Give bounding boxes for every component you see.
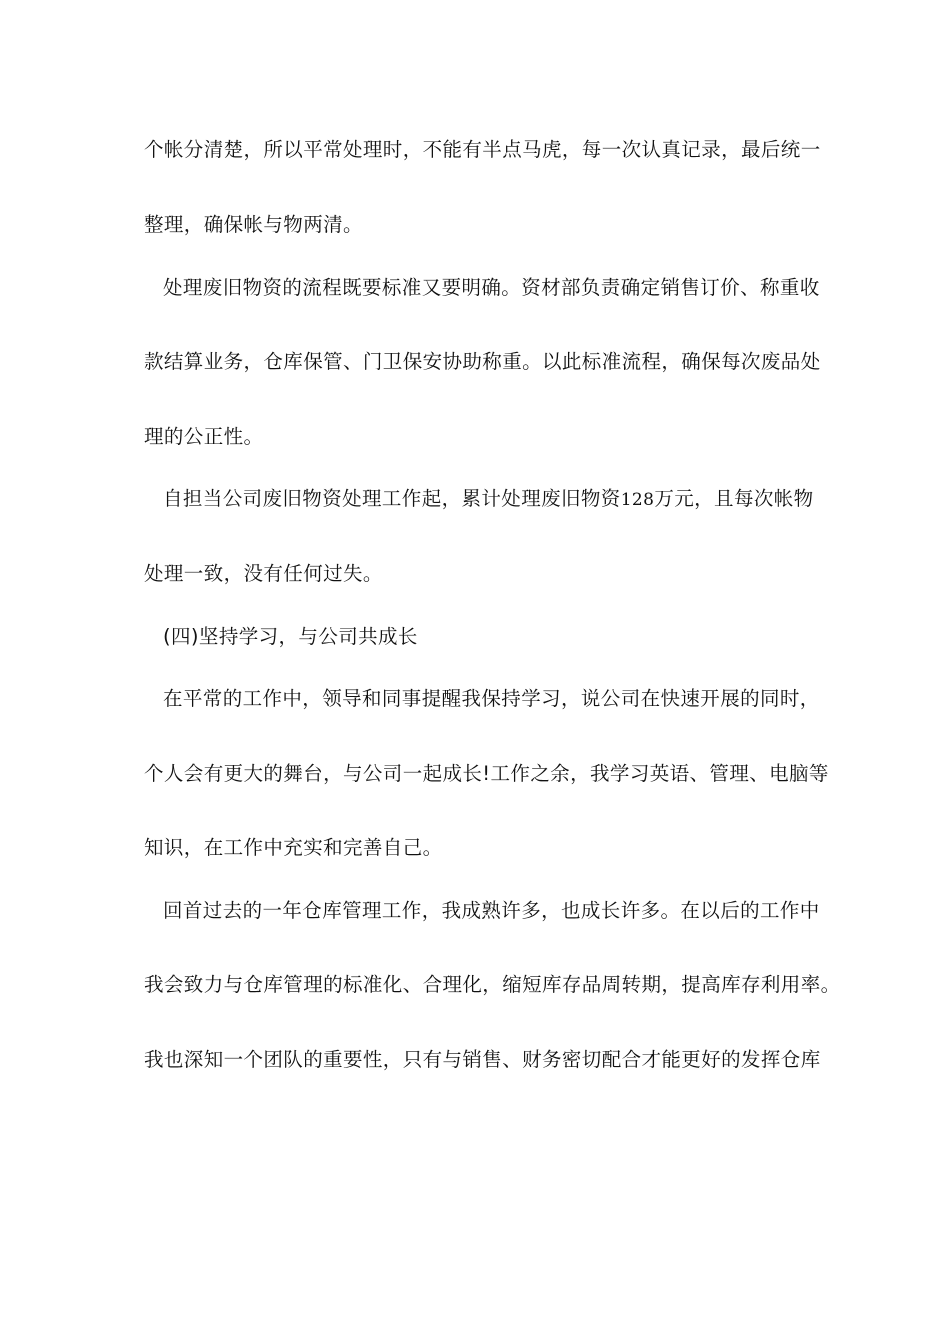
text-segment: 万元，且每次帐物	[654, 487, 814, 510]
paragraph-start-line: 在平常的工作中，领导和同事提醒我保持学习，说公司在快速开展的同时，	[163, 687, 820, 710]
paragraph-start-line	[163, 487, 814, 512]
text-line: 整理，确保帐与物两清。	[144, 213, 363, 236]
text-line: 知识，在工作中充实和完善自己。	[144, 836, 443, 859]
section-heading: (四)坚持学习，与公司共成长	[163, 625, 418, 648]
text-line: 处理一致，没有任何过失。	[144, 562, 383, 585]
text-line: 款结算业务，仓库保管、门卫保安协助称重。以此标准流程，确保每次废品处	[144, 350, 821, 373]
text-line: 理的公正性。	[144, 425, 264, 448]
amount-number: 128	[620, 490, 655, 510]
text-segment: 自担当公司废旧物资处理工作起，累计处理废旧物资	[163, 487, 621, 510]
paragraph-start-line: 处理废旧物资的流程既要标准又要明确。资材部负责确定销售订价、称重收	[163, 276, 820, 299]
text-line: 个帐分清楚，所以平常处理时，不能有半点马虎，每一次认真记录，最后统一	[144, 138, 821, 161]
text-line: 我也深知一个团队的重要性，只有与销售、财务密切配合才能更好的发挥仓库	[144, 1048, 821, 1071]
text-line: 我会致力与仓库管理的标准化、合理化，缩短库存品周转期，提高库存利用率。	[144, 973, 841, 996]
paragraph-start-line: 回首过去的一年仓库管理工作，我成熟许多，也成长许多。在以后的工作中	[163, 899, 820, 922]
text-line: 个人会有更大的舞台，与公司一起成长!工作之余，我学习英语、管理、电脑等	[144, 762, 829, 785]
